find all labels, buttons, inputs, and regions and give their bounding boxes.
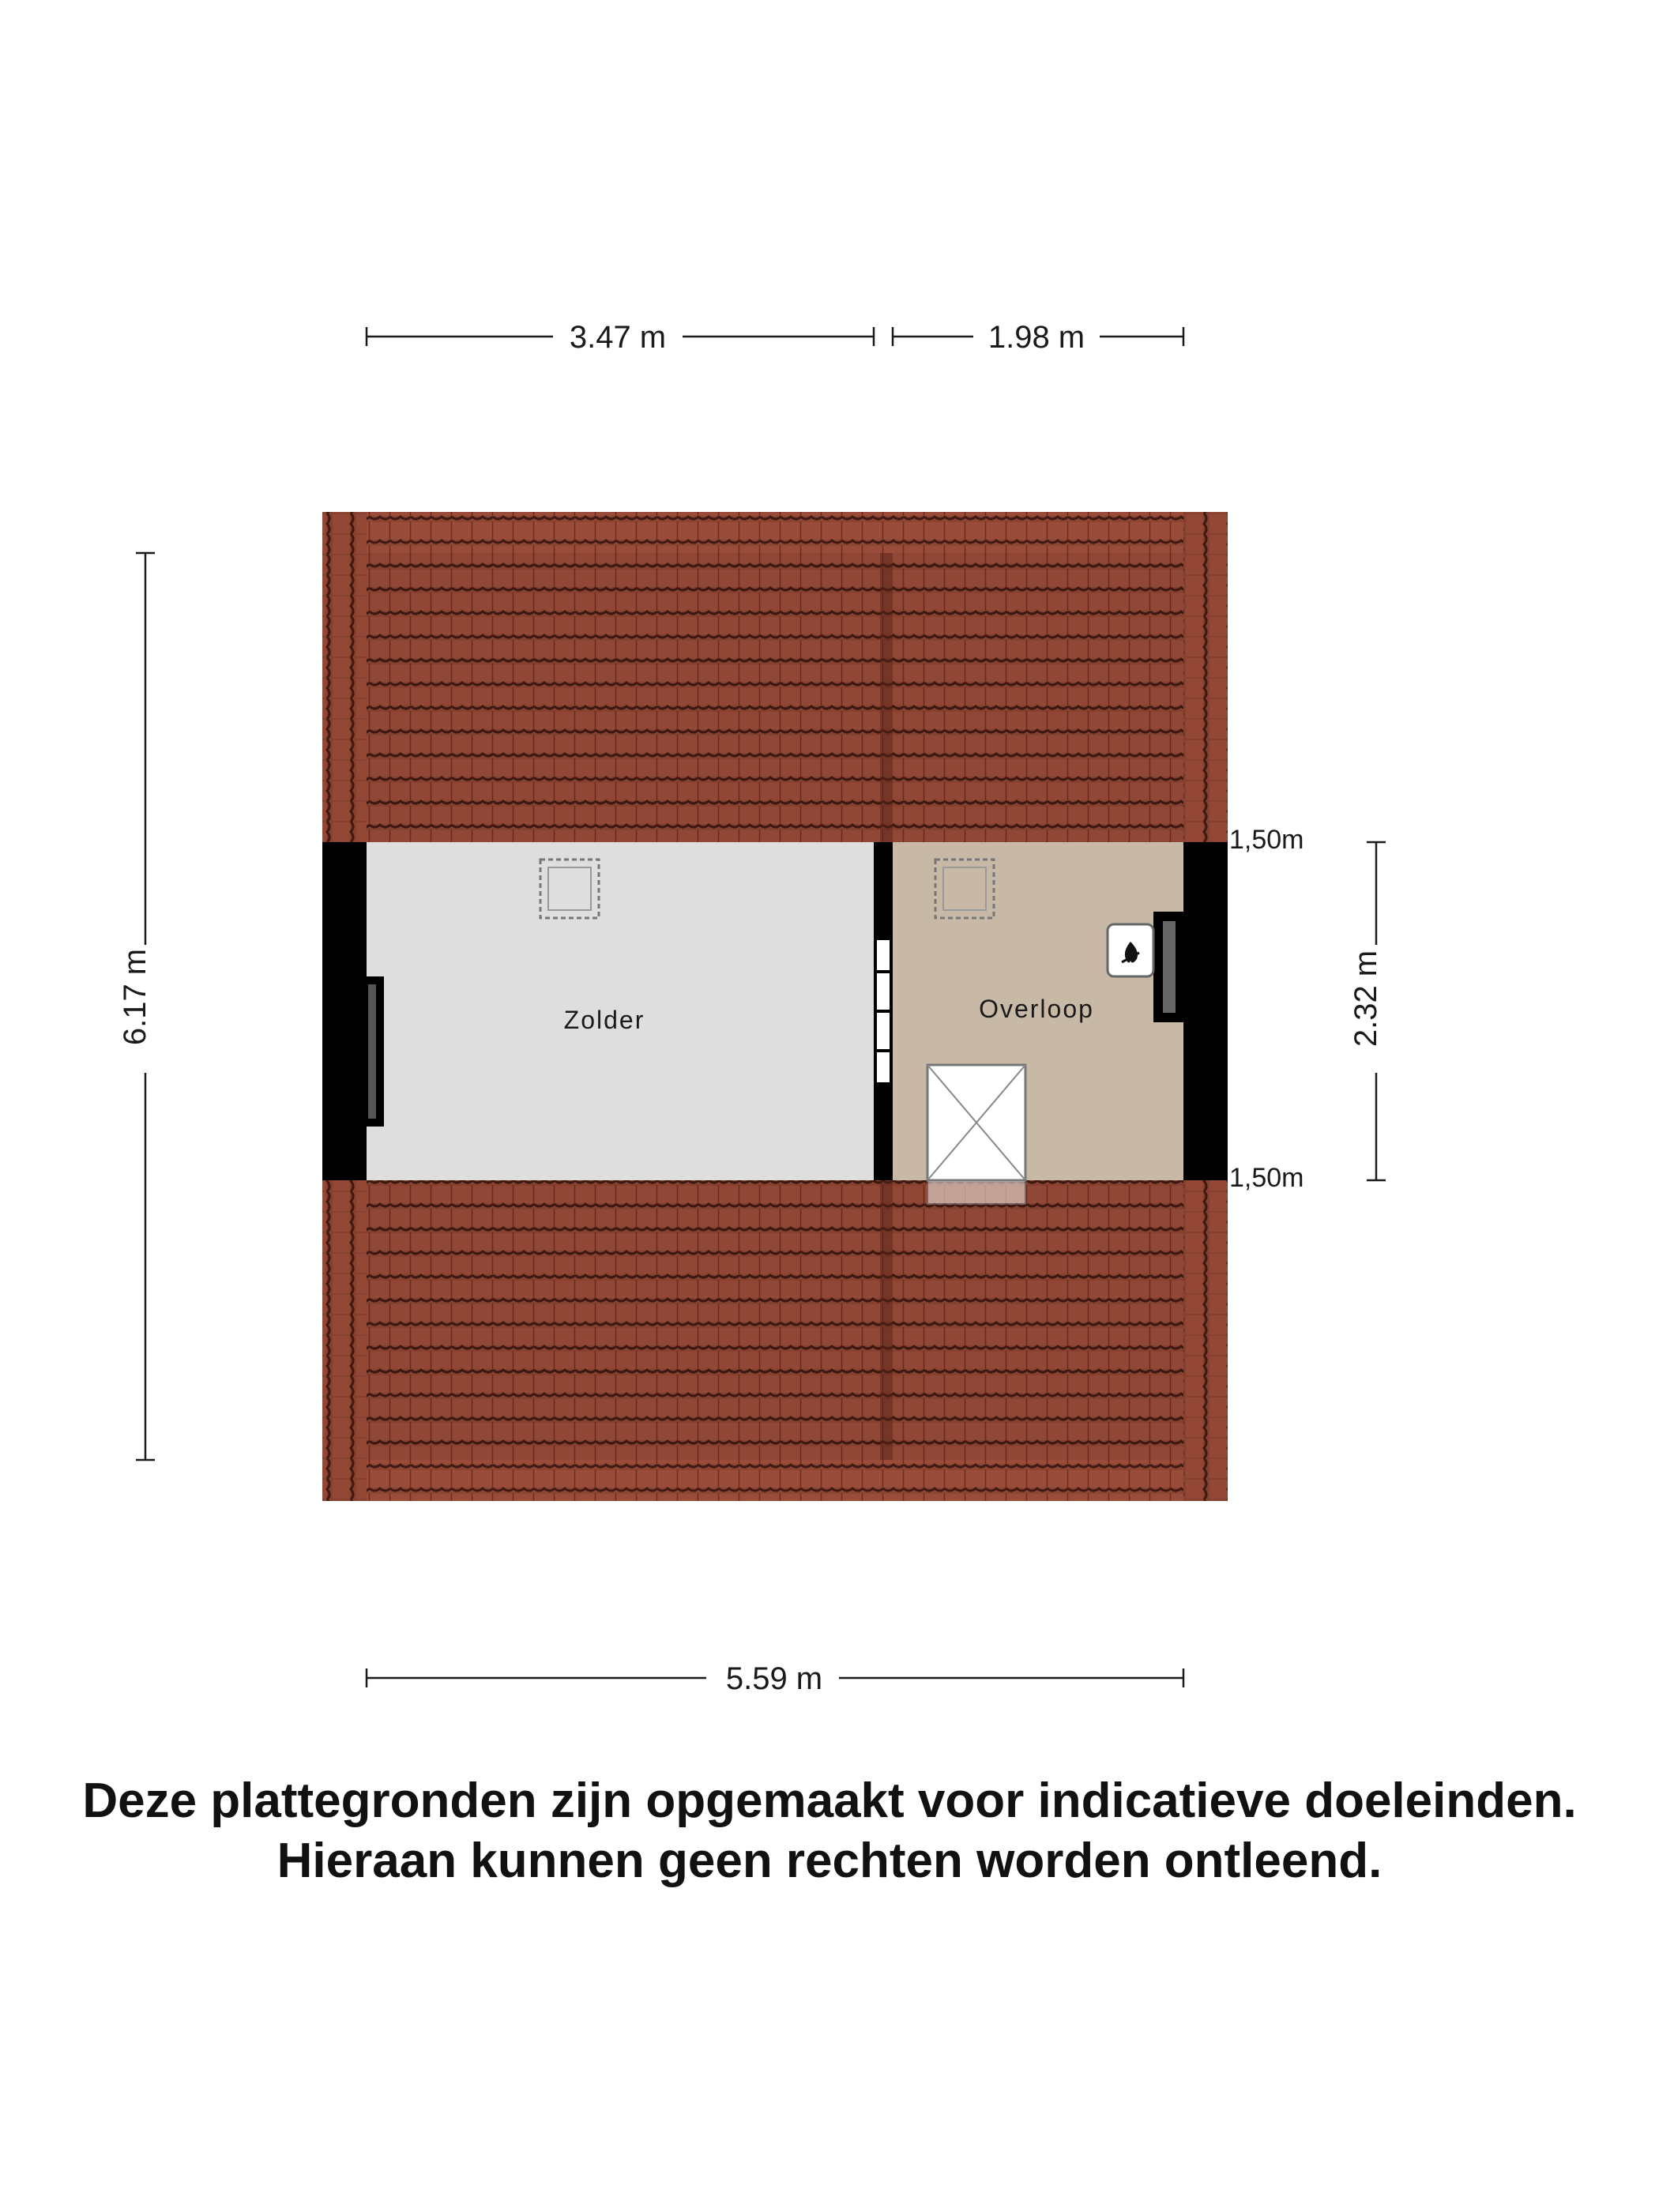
- disclaimer-line-2: Hieraan kunnen geen rechten worden ontleend.: [276, 1834, 1382, 1888]
- roof-top: [322, 512, 1228, 842]
- dimension-label-bottom: 5.59 m: [725, 1661, 823, 1696]
- height-marker-bottom: 1,50m: [1229, 1163, 1304, 1193]
- dimension-label-top-left: 3.47 m: [569, 320, 667, 355]
- roof-bottom: [322, 1180, 1228, 1501]
- dimension-label-left: 6.17 m: [118, 948, 152, 1046]
- dimension-label-right: 2.32 m: [1349, 950, 1383, 1048]
- room-label-overloop: Overloop: [979, 995, 1094, 1023]
- flame-icon: [1108, 924, 1153, 976]
- room-overloop: [893, 842, 1228, 1204]
- height-marker-top: 1,50m: [1229, 825, 1304, 855]
- dimension-label-top-right: 1.98 m: [988, 320, 1085, 355]
- stair-hatch: [927, 1065, 1025, 1204]
- disclaimer-line-1: Deze plattegronden zijn opgemaakt voor indicatieve doeleinden.: [82, 1774, 1577, 1828]
- dividing-wall: [874, 842, 893, 1180]
- room-label-zolder: Zolder: [563, 1006, 645, 1034]
